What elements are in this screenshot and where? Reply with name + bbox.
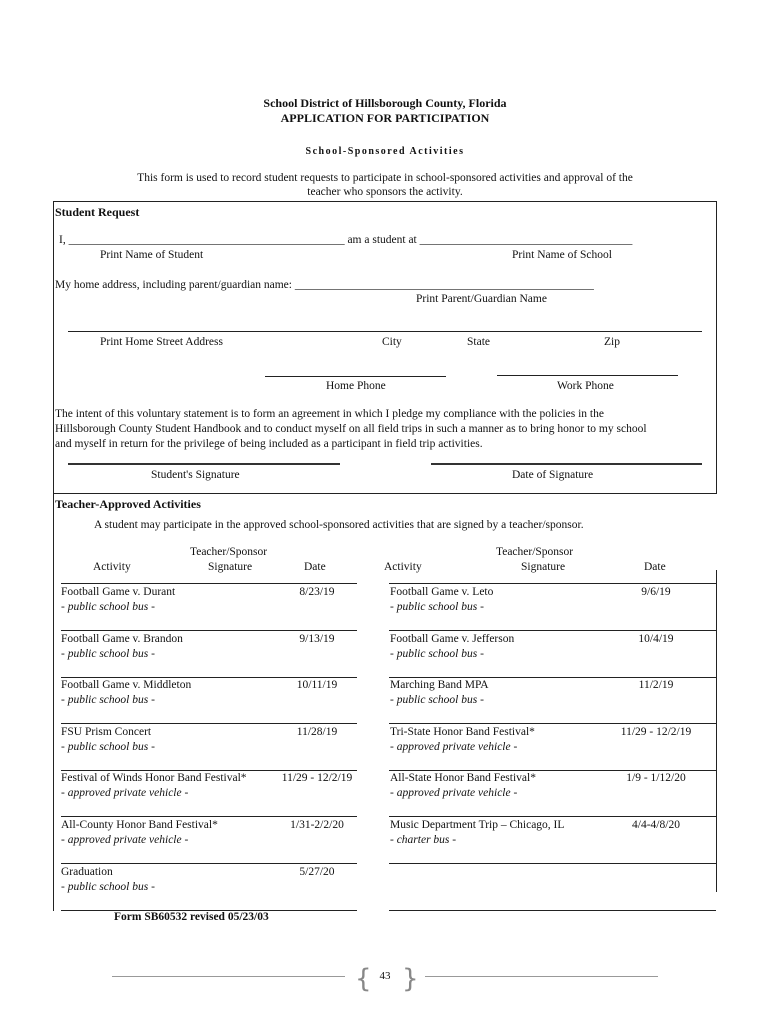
activity-transport: - public school bus - bbox=[61, 880, 155, 893]
city-label: City bbox=[382, 336, 402, 348]
sponsor-signature-line[interactable] bbox=[61, 816, 357, 817]
sponsor-signature-line[interactable] bbox=[389, 630, 716, 631]
box-top-border bbox=[53, 201, 717, 202]
right-col-signature-header: Signature bbox=[521, 561, 566, 573]
activity-transport: - approved private vehicle - bbox=[61, 787, 189, 800]
student-signature-line[interactable] bbox=[68, 463, 340, 465]
right-brace-icon: } bbox=[402, 964, 419, 994]
footer-rule-left bbox=[112, 976, 345, 977]
activity-date: 11/29 - 12/2/19 bbox=[620, 725, 692, 738]
intent-line-3: and myself in return for the privilege of being included as a participant in field trip activities. bbox=[55, 438, 483, 450]
form-id: Form SB60532 revised 05/23/03 bbox=[114, 911, 269, 923]
activity-date: 11/29 - 12/2/19 bbox=[281, 772, 353, 785]
right-col-teacher-header: Teacher/Sponsor bbox=[496, 546, 574, 558]
left-col-activity-header: Activity bbox=[93, 561, 131, 573]
activity-transport: - public school bus - bbox=[61, 601, 155, 613]
district-title: School District of Hillsborough County, Florida bbox=[263, 96, 507, 110]
date-signature-label: Date of Signature bbox=[512, 469, 594, 481]
sponsor-signature-line[interactable] bbox=[389, 863, 716, 864]
left-col-date-header: Date bbox=[304, 561, 326, 573]
sponsor-signature-line[interactable] bbox=[61, 863, 357, 864]
left-col-signature-header: Signature bbox=[208, 561, 253, 573]
activity-transport: - approved private vehicle - bbox=[61, 834, 189, 846]
activity-date: 10/4/19 bbox=[638, 632, 674, 645]
activity-name: Football Game v. Brandon bbox=[61, 632, 183, 645]
work-phone-line[interactable] bbox=[497, 375, 678, 376]
student-signature-label: Student's Signature bbox=[151, 469, 240, 481]
teacher-heading: Teacher-Approved Activities bbox=[55, 497, 201, 511]
date-signature-line[interactable] bbox=[431, 463, 702, 465]
activity-date: 9/13/19 bbox=[299, 632, 335, 645]
activity-name: All-State Honor Band Festival* bbox=[390, 772, 536, 785]
activity-date: 10/11/19 bbox=[296, 679, 338, 692]
zip-label: Zip bbox=[604, 336, 620, 348]
student-request-heading: Student Request bbox=[55, 205, 140, 219]
print-name-student-label: Print Name of Student bbox=[100, 249, 204, 261]
activity-name: Marching Band MPA bbox=[390, 679, 489, 692]
subtitle: School-Sponsored Activities bbox=[305, 146, 465, 157]
sponsor-signature-line[interactable] bbox=[389, 816, 716, 817]
activity-date: 1/31-2/2/20 bbox=[290, 819, 344, 831]
activity-date: 11/28/19 bbox=[296, 725, 338, 738]
activity-name: Football Game v. Durant bbox=[61, 586, 176, 598]
street-label: Print Home Street Address bbox=[100, 336, 223, 348]
right-col-activity-header: Activity bbox=[384, 561, 422, 573]
activity-date: 4/4-4/8/20 bbox=[632, 819, 680, 831]
activity-transport: - approved private vehicle - bbox=[390, 787, 518, 800]
left-row-top-line bbox=[61, 583, 357, 584]
right-table-border bbox=[716, 570, 717, 892]
activity-date: 8/23/19 bbox=[299, 586, 335, 598]
activity-transport: - public school bus - bbox=[390, 694, 484, 707]
activity-name: All-County Honor Band Festival* bbox=[61, 819, 218, 831]
activity-transport: - charter bus - bbox=[390, 834, 457, 846]
footer-rule-right bbox=[425, 976, 658, 977]
sponsor-signature-line[interactable] bbox=[61, 677, 357, 678]
home-address-line[interactable]: My home address, including parent/guardian name: ____________________________________________________ bbox=[55, 279, 594, 291]
activity-transport: - public school bus - bbox=[390, 647, 484, 660]
box-left-border bbox=[53, 201, 54, 911]
intent-line-1: The intent of this voluntary statement is to form an agreement in which I pledge my compliance with the policies in the bbox=[55, 408, 604, 420]
activity-date: 11/2/19 bbox=[638, 679, 674, 692]
state-label: State bbox=[467, 336, 490, 348]
intro-line-1: This form is used to record student requests to participate in school-sponsored activities and approval of the bbox=[137, 172, 633, 184]
sponsor-signature-line[interactable] bbox=[389, 677, 716, 678]
activity-date: 1/9 - 1/12/20 bbox=[626, 772, 686, 785]
sponsor-signature-line[interactable] bbox=[61, 630, 357, 631]
box-right-border bbox=[716, 201, 717, 494]
activity-name: Festival of Winds Honor Band Festival* bbox=[61, 772, 247, 785]
box-divider bbox=[53, 493, 717, 494]
activity-name: Football Game v. Jefferson bbox=[390, 632, 515, 645]
street-address-line[interactable] bbox=[68, 331, 702, 332]
print-name-school-label: Print Name of School bbox=[512, 249, 612, 261]
activity-name: Tri-State Honor Band Festival* bbox=[390, 725, 535, 738]
sponsor-signature-line[interactable] bbox=[389, 723, 716, 724]
activity-transport: - public school bus - bbox=[61, 694, 155, 707]
right-row-top-line bbox=[389, 583, 716, 584]
sponsor-signature-line[interactable] bbox=[389, 770, 716, 771]
right-bottom-line bbox=[389, 910, 716, 911]
page-number: 43 bbox=[379, 970, 391, 982]
sponsor-signature-line[interactable] bbox=[61, 723, 357, 724]
activity-date: 5/27/20 bbox=[299, 865, 335, 878]
home-phone-line[interactable] bbox=[265, 376, 446, 377]
left-col-teacher-header: Teacher/Sponsor bbox=[190, 546, 268, 558]
activity-name: Music Department Trip – Chicago, IL bbox=[390, 819, 565, 831]
right-col-date-header: Date bbox=[644, 561, 666, 573]
left-brace-icon: { bbox=[355, 964, 372, 994]
sponsor-signature-line[interactable] bbox=[61, 770, 357, 771]
activity-name: FSU Prism Concert bbox=[61, 725, 152, 738]
intro-line-2: teacher who sponsors the activity. bbox=[307, 186, 463, 198]
activity-transport: - public school bus - bbox=[390, 601, 484, 613]
activity-name: Football Game v. Middleton bbox=[61, 679, 192, 692]
activity-transport: - public school bus - bbox=[61, 647, 155, 660]
intent-line-2: Hillsborough County Student Handbook and to conduct myself on all field trips in such a manner as to bring honor to my school bbox=[55, 423, 647, 435]
page-title: APPLICATION FOR PARTICIPATION bbox=[280, 111, 490, 125]
activity-name: Football Game v. Leto bbox=[390, 586, 494, 598]
work-phone-label: Work Phone bbox=[557, 380, 614, 392]
activity-name: Graduation bbox=[61, 865, 113, 878]
teacher-note: A student may participate in the approved school-sponsored activities that are signed by a teacher/sponsor. bbox=[94, 519, 584, 531]
home-phone-label: Home Phone bbox=[326, 380, 386, 392]
activity-date: 9/6/19 bbox=[641, 586, 671, 598]
print-parent-name-label: Print Parent/Guardian Name bbox=[416, 293, 547, 305]
student-name-school-line[interactable]: I, ________________________________________________ am a student at _____________________________________ bbox=[59, 234, 633, 246]
activity-transport: - public school bus - bbox=[61, 740, 155, 753]
activity-transport: - approved private vehicle - bbox=[390, 740, 518, 753]
